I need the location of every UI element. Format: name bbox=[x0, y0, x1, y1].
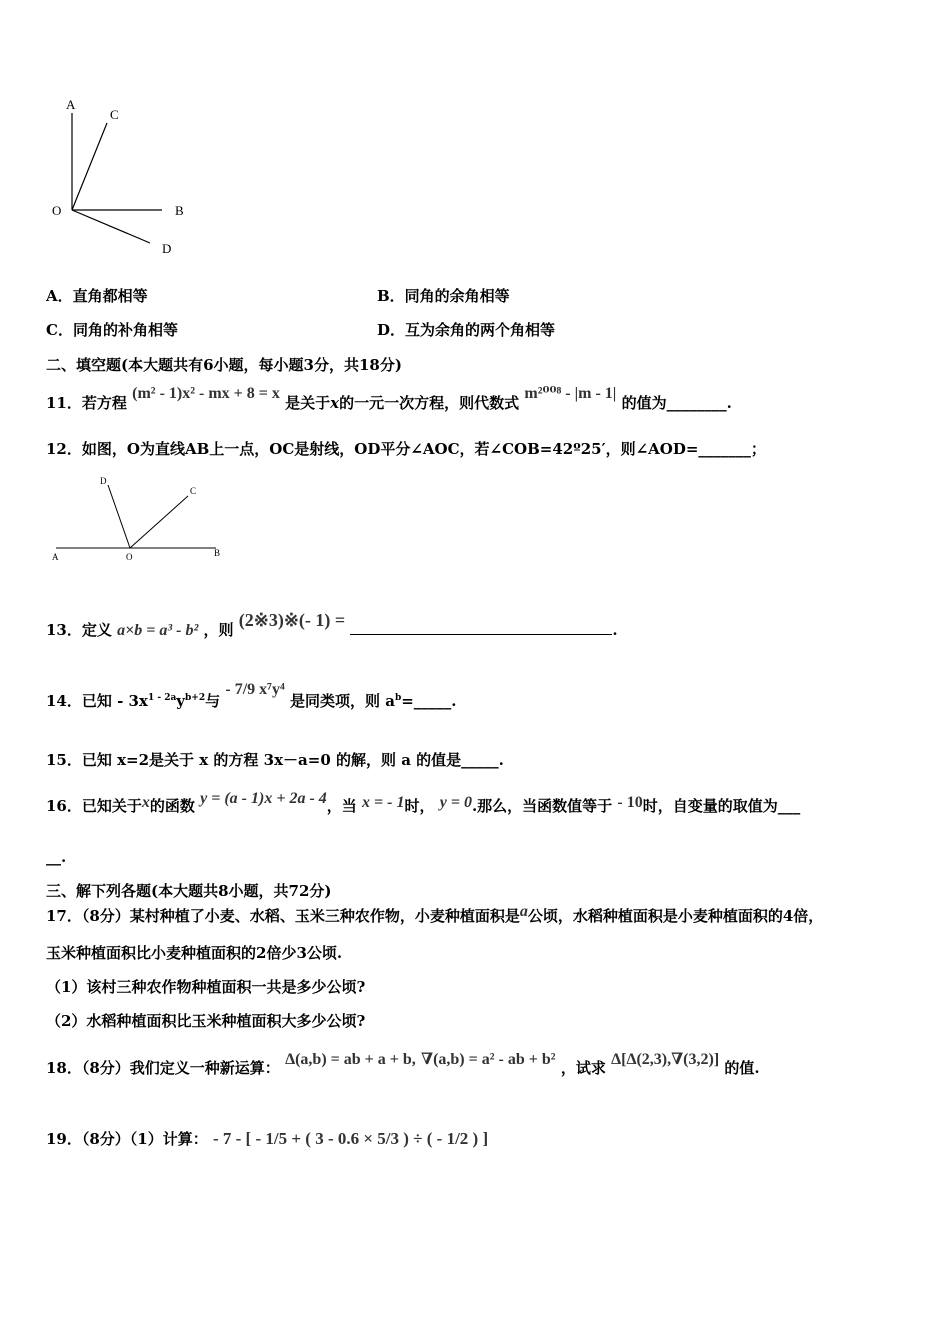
section-2-heading: 二、填空题(本大题共有6小题，每小题3分，共18分) bbox=[46, 356, 402, 374]
question-19: 19．（8分）（1）计算： - 7 - [ - 1/5 + ( 3 - 0.6 × 5/3 ) ÷ ( - 1/2 ) ] bbox=[46, 1129, 489, 1148]
delta-definition: Δ(a,b) = ab + a + b, bbox=[285, 1051, 416, 1068]
label-C: C bbox=[190, 486, 197, 496]
question-17-part-1: （1）该村三种农作物种植面积一共是多少公顷? bbox=[46, 978, 366, 996]
question-11: 11．若方程 (m² - 1)x² - mx + 8 = x 是关于x的一元一次方程，则代数式 m²⁰⁰⁸ - |m - 1| 的值为________. bbox=[46, 385, 732, 412]
label-B: B bbox=[214, 548, 221, 558]
label-O: O bbox=[52, 203, 62, 218]
option-a: A．直角都相等 bbox=[46, 287, 148, 305]
target-expression: Δ[Δ(2,3),∇(3,2)] bbox=[611, 1051, 720, 1068]
label-C: C bbox=[110, 107, 119, 122]
label-O: O bbox=[126, 552, 133, 562]
angle-figure-1 bbox=[50, 95, 200, 265]
label-D: D bbox=[100, 476, 107, 486]
definition: a×b = a³ - b² bbox=[117, 622, 199, 639]
function-expression: y = (a - 1)x + 2a - 4 bbox=[200, 790, 327, 807]
like-term: - 7/9 x⁷y⁴ bbox=[225, 681, 285, 698]
calculation-expression: - 7 - [ - 1/5 + ( 3 - 0.6 × 5/3 ) ÷ ( - 1/2 ) ] bbox=[212, 1129, 489, 1148]
nabla-definition: ∇(a,b) = a² - ab + b² bbox=[421, 1051, 556, 1068]
label-A: A bbox=[52, 552, 59, 562]
question-16-tail: __. bbox=[46, 848, 67, 866]
option-b: B．同角的余角相等 bbox=[377, 287, 510, 305]
angle-figure-2 bbox=[48, 472, 238, 567]
expression: (2※3)※(- 1) = bbox=[238, 610, 346, 630]
equation: (m² - 1)x² - mx + 8 = x bbox=[132, 385, 280, 402]
question-17-line-1: 17．（8分）某村种植了小麦、水稻、玉米三种农作物，小麦种植面积是a公顷，水稻种植面积是小麦种植面积的4倍， bbox=[46, 903, 824, 925]
option-c: C．同角的补角相等 bbox=[46, 321, 178, 339]
question-14: 14．已知 - $3x^{1 - 2a}y^{b+2}$与 - 7/9 x⁷y⁴ 是同类项，则 $a^b=\_\_\_\_\_$. bbox=[46, 681, 457, 710]
question-16: 16．已知关于x的函数 y = (a - 1)x + 2a - 4，当 x = - 1时， y = 0.那么，当函数值等于 - 10时，自变量的取值为___ bbox=[46, 790, 801, 815]
question-15: 15．已知 x=2是关于 x 的方程 3x－a=0 的解，则 a 的值是_____. bbox=[46, 751, 504, 769]
label-A: A bbox=[66, 97, 76, 112]
question-17-part-2: （2）水稻种植面积比玉米种植面积大多少公顷? bbox=[46, 1012, 366, 1030]
section-3-heading: 三、解下列各题(本大题共8小题，共72分) bbox=[46, 882, 332, 900]
question-17-line-2: 玉米种植面积比小麦种植面积的2倍少3公顷. bbox=[46, 944, 343, 962]
question-18: 18．（8分）我们定义一种新运算： Δ(a,b) = ab + a + b, ∇(a,b) = a² - ab + b² ，试求 Δ[Δ(2,3),∇(3,2)] 的值. bbox=[46, 1051, 760, 1077]
question-12: 12．如图，O为直线AB上一点，OC是射线，OD平分∠AOC，若∠COB=42º25′，则∠AOD=_______； bbox=[46, 440, 766, 458]
question-13: 13．定义 a×b = a³ - b² ，则 (2※3)※(- 1) = . bbox=[46, 610, 618, 639]
algebraic-expression: m²⁰⁰⁸ - |m - 1| bbox=[524, 385, 617, 402]
option-d: D．互为余角的两个角相等 bbox=[377, 321, 556, 339]
label-D: D bbox=[162, 241, 172, 256]
label-B: B bbox=[175, 203, 184, 218]
